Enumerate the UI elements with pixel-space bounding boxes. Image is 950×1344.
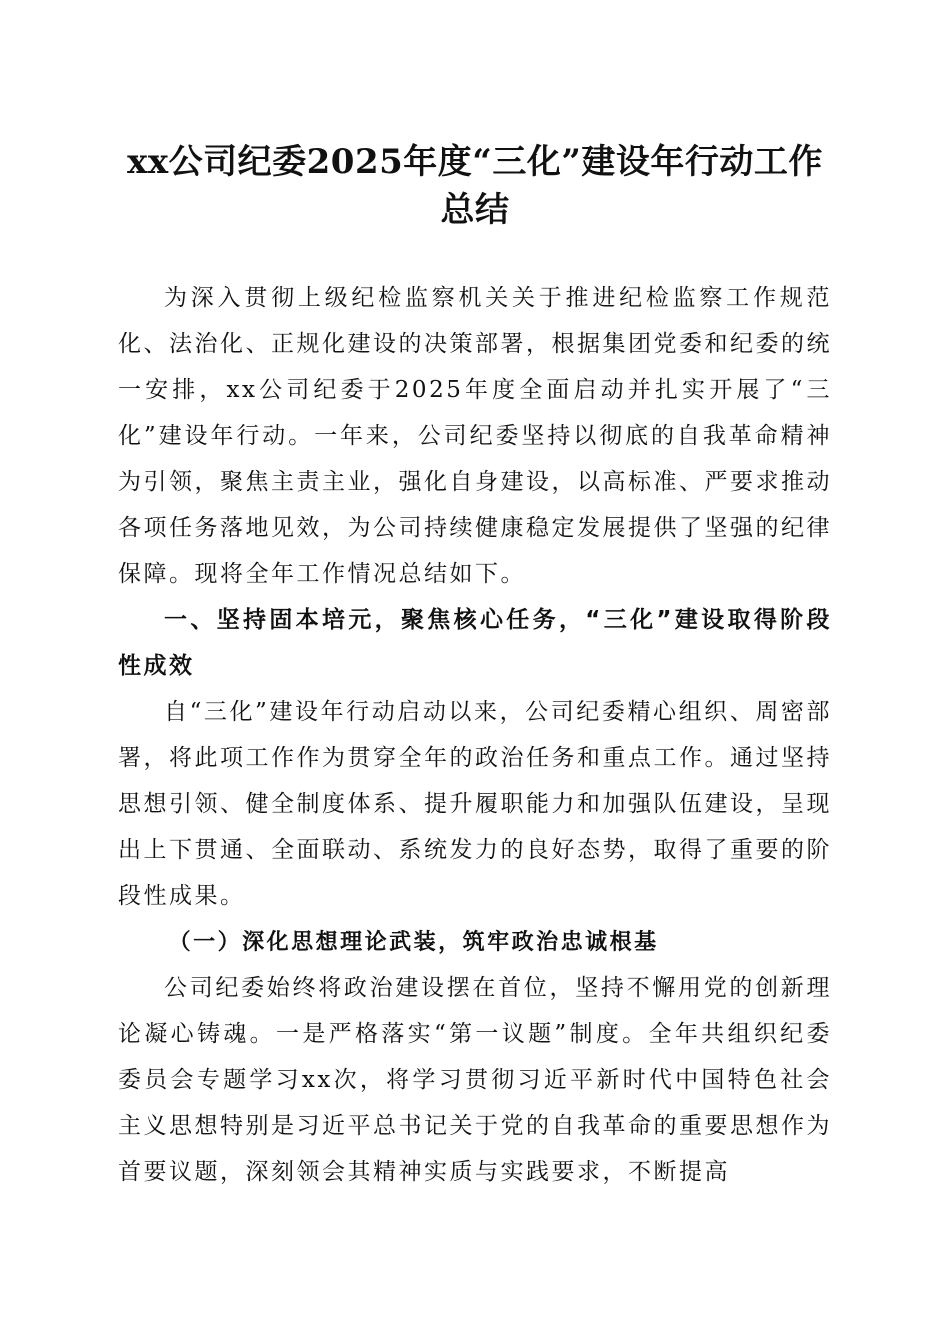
intro-paragraph: 为深入贯彻上级纪检监察机关关于推进纪检监察工作规范化、法治化、正规化建设的决策部署，根据集团党委和纪委的统一安排，xx公司纪委于2025年度全面启动并扎实开展了“三化”建设年行动。一年来，公司纪委坚持以彻底的自我革命精神为引领，聚焦主责主业，强化自身建设，以高标准、严要求推动各项任务落地见效，为公司持续健康稳定发展提供了坚强的纪律保障。现将全年工作情况总结如下。 bbox=[118, 285, 832, 587]
section-paragraph: 自“三化”建设年行动启动以来，公司纪委精心组织、周密部署，将此项工作作为贯穿全年的政治任务和重点工作。通过坚持思想引领、健全制度体系、提升履职能力和加强队伍建设，呈现出上下贯通、全面联动、系统发力的良好态势，取得了重要的阶段性成果。 bbox=[118, 699, 832, 909]
document-title: xx公司纪委2025年度“三化”建设年行动工作总结 bbox=[127, 142, 823, 230]
subsection-heading: （一）深化思想理论武装，筑牢政治忠诚根基 bbox=[168, 929, 659, 955]
document-body bbox=[118, 275, 832, 1195]
subsection-paragraph: 公司纪委始终将政治建设摆在首位，坚持不懈用党的创新理论凝心铸魂。一是严格落实“第一议题”制度。全年共组织纪委委员会专题学习xx次，将学习贯彻习近平新时代中国特色社会主义思想特别是习近平总书记关于党的自我革命的重要思想作为首要议题，深刻领会其精神实质与实践要求，不断提高 bbox=[118, 975, 832, 1185]
section-heading: 一、坚持固本培元，聚焦核心任务，“三化”建设取得阶段性成效 bbox=[118, 607, 832, 679]
